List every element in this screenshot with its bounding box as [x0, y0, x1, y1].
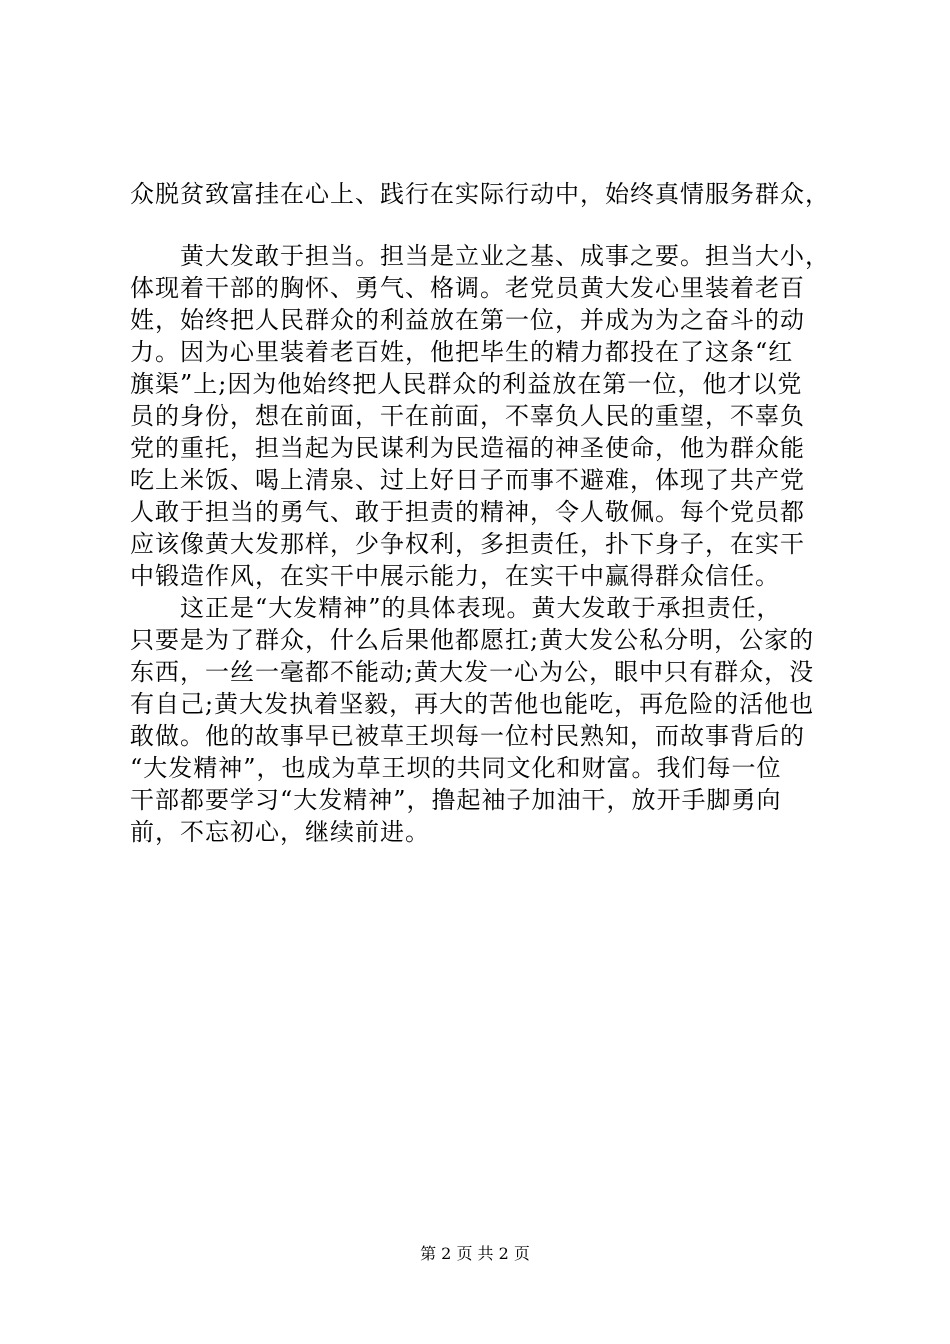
paragraph-line: 党的重托，担当起为民谋利为民造福的神圣使命，他为群众能	[130, 434, 805, 462]
paragraph-line: 黄大发敢于担当。担当是立业之基、成事之要。担当大小，	[130, 242, 830, 270]
paragraph-line: 前，不忘初心，继续前进。	[130, 818, 430, 846]
page-footer	[0, 1243, 950, 1265]
paragraph-line: 吃上米饭、喝上清泉、过上好日子而事不避难，体现了共产党	[130, 466, 805, 494]
paragraph-line: 员的身份，想在前面，干在前面，不辜负人民的重望，不辜负	[130, 402, 805, 430]
paragraph-line: 这正是“大发精神”的具体表现。黄大发敢于承担责任，	[130, 594, 782, 622]
paragraph-line: 旗渠”上;因为他始终把人民群众的利益放在第一位，他才以党	[130, 370, 803, 398]
paragraph-line: 有自己;黄大发执着坚毅，再大的苦他也能吃，再危险的活他也	[130, 690, 815, 718]
paragraph-line: 力。因为心里装着老百姓，他把毕生的精力都投在了这条“红	[130, 338, 794, 366]
page-number: 第 2 页 共 2 页	[420, 1244, 530, 1263]
paragraph-line: 姓，始终把人民群众的利益放在第一位，并成为为之奋斗的动	[130, 306, 805, 334]
paragraph-line: 只要是为了群众，什么后果他都愿扛;黄大发公私分明，公家的	[130, 626, 815, 654]
paragraph-line: 体现着干部的胸怀、勇气、格调。老党员黄大发心里装着老百	[130, 274, 805, 302]
paragraph-line: 应该像黄大发那样，少争权利，多担责任，扑下身子，在实干	[130, 530, 805, 558]
document-body	[130, 178, 830, 848]
paragraph-spacing	[130, 210, 830, 240]
paragraph-line: 敢做。他的故事早已被草王坝每一位村民熟知，而故事背后的	[130, 722, 805, 750]
paragraph-line: “大发精神”，也成为草王坝的共同文化和财富。我们每一位	[130, 754, 782, 782]
paragraph-line: 众脱贫致富挂在心上、践行在实际行动中，始终真情服务群众，	[130, 180, 830, 208]
paragraph-line: 东西，一丝一毫都不能动;黄大发一心为公，眼中只有群众，没	[130, 658, 815, 686]
paragraph-line: 中锻造作风，在实干中展示能力，在实干中赢得群众信任。	[130, 562, 780, 590]
paragraph-1	[130, 240, 830, 592]
paragraph-line: 人敢于担当的勇气、敢于担责的精神，令人敬佩。每个党员都	[130, 498, 805, 526]
paragraph-line: 干部都要学习“大发精神”，撸起袖子加油干，放开手脚勇向	[130, 786, 782, 814]
paragraph-2	[130, 592, 830, 848]
